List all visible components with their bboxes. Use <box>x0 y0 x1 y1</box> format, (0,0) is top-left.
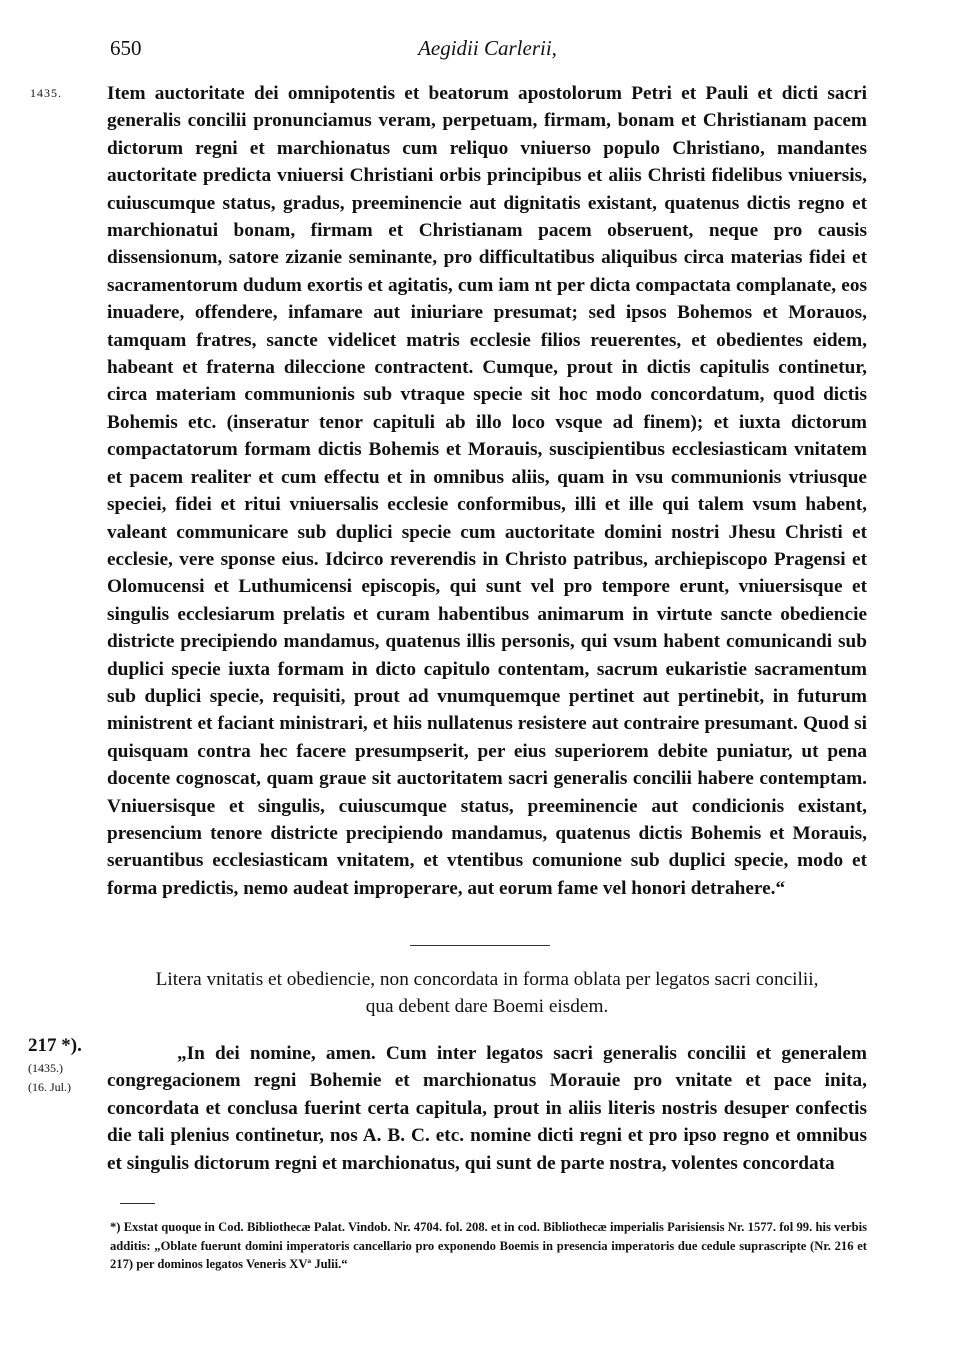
document-heading <box>107 966 867 1020</box>
document-date-day: (16. Jul.) <box>28 1080 71 1094</box>
page-number: 650 <box>110 36 142 60</box>
footnote-rule <box>120 1203 155 1204</box>
document-date-year: (1435.) <box>28 1061 63 1075</box>
heading-line-1: Litera vnitatis et obediencie, non concordata in forma oblata per legatos sacri concilii, <box>155 969 819 990</box>
margin-year-note: 1435. <box>30 86 62 100</box>
main-text-block <box>107 80 867 902</box>
second-text-block <box>107 1040 867 1177</box>
running-title: Aegidii Carlerii, <box>418 36 557 60</box>
main-paragraph: Item auctoritate dei omnipotentis et beatorum apostolorum Petri et Pauli et dicti sacri generalis concilii pronunciamus veram, perpetuam, firmam, bonam et Christianam pacem dictorum regni et marchionatus cum reliquo vniuerso populo Christiano, mandantes auctoritate predicta vniuersi Christiani orbis principibus et aliis Christi fidelibus vniuersis, cuiuscumque status, gradus, preeminencie aut dignitatis existant, quatenus dictis regno et marchionatui bonam, firmam et Christianam pacem obseruent, neque pro causis dissensionum, satore zizanie seminante, pro difficultatibus aliquibus circa materias fidei et sacramentorum dudum exortis et agitatis, cum iam nt per dicta compactata complanate, eos inuadere, offendere, infamare aut iniuriare presumat; sed ipsos Bohemos et Morauos, tamquam fratres, sancte videlicet matris ecclesie filios reuerentes, et obedientes eidem, habeant et fraterna dileccione contractent. Cumque, prout in dictis capitulis continetur, circa materiam communionis sub vtraque specie sit hoc modo concordatum, quod dictis Bohemis etc. (inseratur tenor capituli ab illo loco vsque ad finem); et iuxta dictorum compactatorum formam dictis Bohemis et Morauis, suscipientibus ecclesiasticam vnitatem et pacem realiter et cum effectu et in omnibus aliis, quam in vsu communionis vtriusque speciei, fidei et ritui vniuersalis ecclesie conformibus, illi et ille qui talem vsum habent, valeant communicare sub duplici specie cum auctoritate domini nostri Jhesu Christi et ecclesie, vere sponse eius. Idcirco reverendis in Christo patribus, archiepiscopo Pragensi et Olomucensi et Luthumicensi episcopis, qui sunt vel pro tempore erunt, vniuersisque et singulis ecclesiarum prelatis et curam habentibus animarum in virtute sancte obediencie districte precipiendo mandamus, quatenus illis personis, qui vsum habent comunicandi sub duplici specie iuxta formam in dicto capitulo contentam, sacrum eukaristie sacramentum sub duplici specie, requisiti, prout ad vnumquemque pertinet aut pertinebit, in futurum ministrent et faciant ministrari, et hiis nullatenus resistere aut contraire presumant. Quod si quisquam contra hec facere presumpserit, per eius superiorem debite puniatur, ut pena docente cognoscat, quam graue sit auctoritatem sacri generalis concilii habere contemptam. Vniuersisque et singulis, cuiuscumque status, preeminencie aut condicionis existant, presencium tenore districte precipiendo mandamus, quatenus dictis Bohemis et Morauis, seruantibus ecclesiasticam vnitatem, et vtentibus comunione sub duplici specie, modo et forma predictis, nemo audeat improperare, aut eorum fame vel honori detrahere.“ <box>107 83 867 899</box>
document-number: 217 *). <box>28 1035 82 1056</box>
page-header <box>110 36 865 66</box>
second-paragraph: „In dei nomine, amen. Cum inter legatos sacri generalis concilii et generalem congregacionem regni Bohemie et marchionatus Morauie pro vnitate et pace inita, concordata et conclusa fuerint certa capitula, prout in aliis literis nostris desuper confectis die tali plenius continetur, nos A. B. C. etc. nomine dicti regni et pro ipso regno et omnibus et singulis dictorum regni et marchionatus, qui sunt de parte nostra, volentes concordata <box>107 1043 867 1174</box>
heading-line-2: qua debent dare Boemi eisdem. <box>365 996 609 1017</box>
section-divider <box>410 945 550 946</box>
footnote: *) Exstat quoque in Cod. Bibliothecæ Palat. Vindob. Nr. 4704. fol. 208. et in cod. Bibliothecæ imperialis Parisiensis Nr. 1577. fol 99. his verbis additis: „Oblate fuerunt domini imperatoris cancellario pro exponendo Boemis in presencia imperatoris due cedule suprascripte (Nr. 216 et 217) per dominos legatos Veneris XVª Julii.“ <box>110 1220 867 1271</box>
